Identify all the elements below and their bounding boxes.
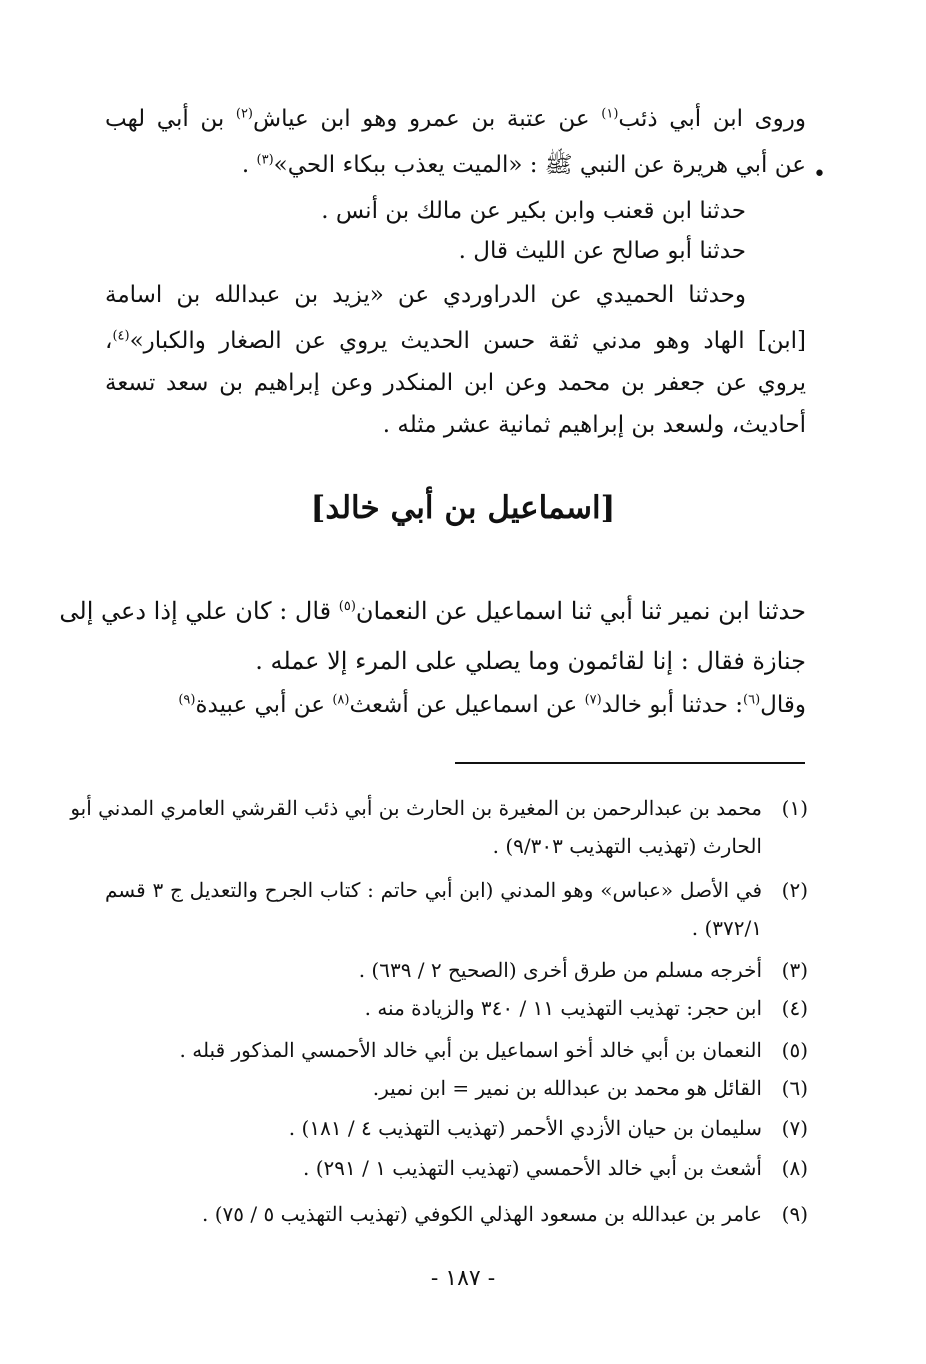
body-line-3: حدثنا ابن قعنب وابن بكير عن مالك بن أنس . [321,198,746,224]
footnote-5: (٥)النعمان بن أبي خالد أخو اسماعيل بن أبي خالد الأحمسي المذكور قبله . [105,1034,808,1066]
body-line-4: حدثنا أبو صالح عن الليث قال . [458,238,746,264]
footnote-number: (٩) [781,1202,808,1226]
footnote-number: (٣) [781,958,808,982]
footnote-4: (٤)ابن حجر: تهذيب التهذيب ١١ / ٣٤٠ والزيادة منه . [105,992,808,1024]
footnote-3: (٣)أخرجه مسلم من طرق أخرى (الصحيح ٢ / ٦٣٩) . [105,954,808,986]
footnote-1-continuation: الحارث (تهذيب التهذيب ٩/٣٠٣) . [492,834,762,858]
section-heading: [اسماعيل بن أبي خالد] [310,490,616,526]
body-line-1: وروى ابن أبي ذئب$^{(١)}$ عن عتبة بن عمرو وهو ابن عياش$^{(٢)}$ بن أبي لهب [105,106,806,132]
section-line-3: وقال$^{(٦)}$: حدثنا أبو خالد$^{(٧)}$ عن اسماعيل عن أشعث$^{(٨)}$ عن أبي عبيدة$^{(٩)}$ [178,692,806,718]
body-line-5: وحدثنا الحميدي عن الدراوردي عن «يزيد بن عبدالله بن اسامة [105,282,746,308]
section-line-2: جنازة فقال : إنا لقائمون وما يصلي على المرء إلا عمله . [255,647,806,675]
body-line-2: عن أبي هريرة عن النبي ﷺ : «الميت يعذب ببكاء الحي»$^{(٣)}$ . [241,152,806,178]
footnote-number: (٢) [781,878,809,902]
footnote-9: (٩)عامر بن عبدالله بن مسعود الهذلي الكوفي (تهذيب التهذيب ٥ / ٧٥) . [105,1198,808,1230]
footnote-6: (٦)القائل هو محمد بن عبدالله بن نمير = ابن نمير. [105,1072,808,1104]
body-line-8: أحاديث، ولسعد بن إبراهيم ثمانية عشر مثله . [382,412,806,438]
footnote-number: (٤) [781,996,808,1020]
page-number: - ١٨٧ - [430,1266,496,1291]
section-line-1: حدثنا ابن نمير ثنا أبي ثنا اسماعيل عن النعمان$^{(٥)}$ قال : كان علي إذا دعي إلى [59,597,806,625]
footnote-2-continuation: ٣٧٢/١) . [691,916,762,940]
footnote-number: (٧) [781,1116,808,1140]
footnote-number: (٥) [781,1038,808,1062]
body-line-6: [ابن] الهاد وهو مدني ثقة حسن الحديث يروي عن الصغار والكبار»$^{(٤)}$، [105,328,806,354]
body-line-7: يروي عن جعفر بن محمد وعن ابن المنكدر وعن إبراهيم بن سعد تسعة [105,370,806,396]
footnote-8: (٨)أشعث بن أبي خالد الأحمسي (تهذيب التهذيب ١ / ٢٩١) . [105,1152,808,1184]
footnote-separator [455,762,805,764]
bullet-marker: • [813,162,826,187]
footnote-number: (١) [781,796,808,820]
footnote-2: (٢)في الأصل «عباس» وهو المدني (ابن أبي حاتم : كتاب الجرح والتعديل ج ٣ قسم [105,874,808,906]
footnote-1: (١)محمد بن عبدالرحمن بن المغيرة بن الحارث بن أبي ذئب القرشي العامري المدني أبو [105,792,808,824]
footnote-7: (٧)سليمان بن حيان الأزدي الأحمر (تهذيب التهذيب ٤ / ١٨١) . [105,1112,808,1144]
footnote-number: (٦) [781,1076,808,1100]
footnote-number: (٨) [781,1156,808,1180]
